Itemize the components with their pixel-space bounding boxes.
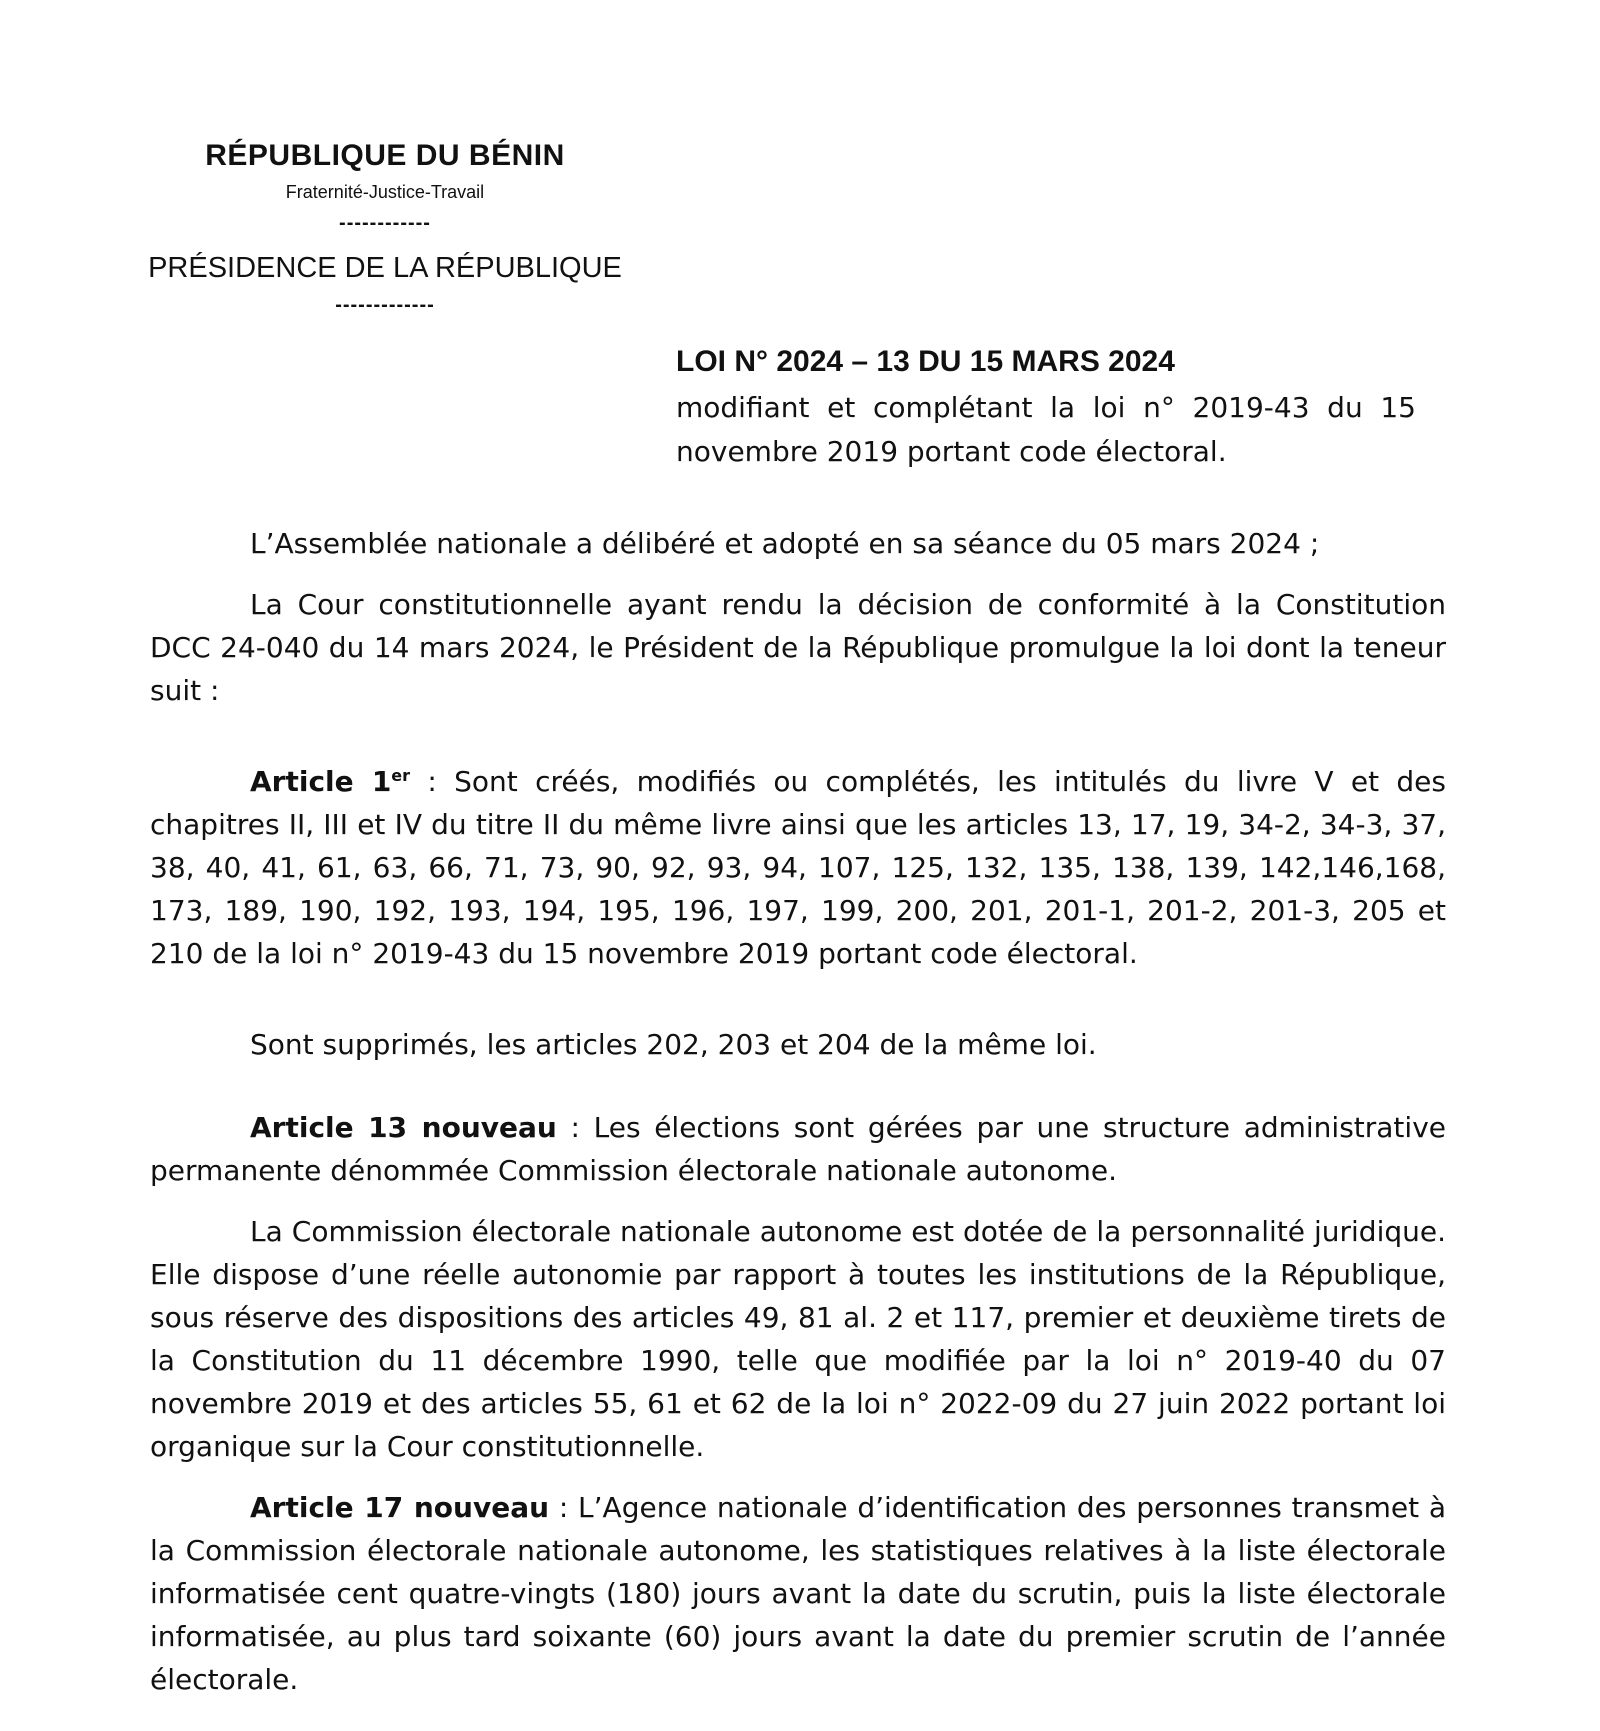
- law-subtitle: modifiant et complétant la loi n° 2019-43 du 15 novembre 2019 portant code électoral.: [676, 391, 1416, 468]
- law-title: LOI N° 2024 – 13 DU 15 MARS 2024: [676, 345, 1175, 378]
- article-17-paragraph: [150, 1486, 1446, 1701]
- article-heading: Article 13 nouveau: [250, 1111, 557, 1144]
- article-heading: Article 17 nouveau: [250, 1491, 550, 1524]
- article-text: : L’Agence nationale d’identification des personnes transmet à la Commission électorale nationale autonome, les statistiques relatives à la liste électorale informatisée cent quatre-vingts (180) jours avant la date du scrutin, puis la liste électorale informatisée, au plus tard soixante (60) jours avant la date du premier scrutin de l’année électorale.: [150, 1491, 1446, 1696]
- article-text: : Les élections sont gérées par une structure administrative permanente dénommée Commission électorale nationale autonome.: [150, 1111, 1446, 1187]
- article-1-paragraph: [150, 760, 1446, 975]
- preamble-paragraph: L’Assemblée nationale a délibéré et adopté en sa séance du 05 mars 2024 ;: [250, 527, 1320, 560]
- article-13-paragraph: [150, 1106, 1446, 1192]
- law-heading: [676, 342, 1416, 474]
- letterhead: [140, 138, 630, 316]
- article-text: : Sont créés, modifiés ou complétés, les intitulés du livre V et des chapitres II, III et IV du titre II du même livre ainsi que les articles 13, 17, 19, 34-2, 34-3, 37, 38, 40, 41, 61, 63, 66, 71, 73, 90, 92, 93, 94, 107, 125, 132, 135, 138, 139, 142,146,168, 173, 189, 190, 192, 193, 194, 195, 196, 197, 199, 200, 201, 201-1, 201-2, 201-3, 205 et 210 de la loi n° 2019-43 du 15 novembre 2019 portant code électoral.: [150, 765, 1446, 970]
- separator-line: ------------: [339, 212, 431, 234]
- article-1-second-paragraph: Sont supprimés, les articles 202, 203 et 204 de la même loi.: [250, 1028, 1097, 1061]
- country-name: RÉPUBLIQUE DU BÉNIN: [205, 139, 565, 172]
- national-motto: Fraternité-Justice-Travail: [285, 182, 485, 202]
- article-13-second-paragraph: La Commission électorale nationale autonome est dotée de la personnalité juridique. Elle dispose d’une réelle autonomie par rapport à toutes les institutions de la République, sous réserve des dispositions des articles 49, 81 al. 2 et 117, premier et deuxième tirets de la Constitution du 11 décembre 1990, telle que modifiée par la loi n° 2019-40 du 07 novembre 2019 et des articles 55, 61 et 62 de la loi n° 2022-09 du 27 juin 2022 portant loi organique sur la Cour constitutionnelle.: [150, 1215, 1446, 1463]
- article-heading: Article 1: [250, 765, 392, 798]
- article-heading-superscript: er: [391, 766, 411, 785]
- issuing-institution: PRÉSIDENCE DE LA RÉPUBLIQUE: [148, 252, 622, 284]
- preamble-paragraph: La Cour constitutionnelle ayant rendu la décision de conformité à la Constitution DCC 24-040 du 14 mars 2024, le Président de la République promulgue la loi dont la teneur suit :: [150, 588, 1446, 707]
- law-body: [150, 522, 1446, 1701]
- separator-line: -------------: [335, 294, 435, 316]
